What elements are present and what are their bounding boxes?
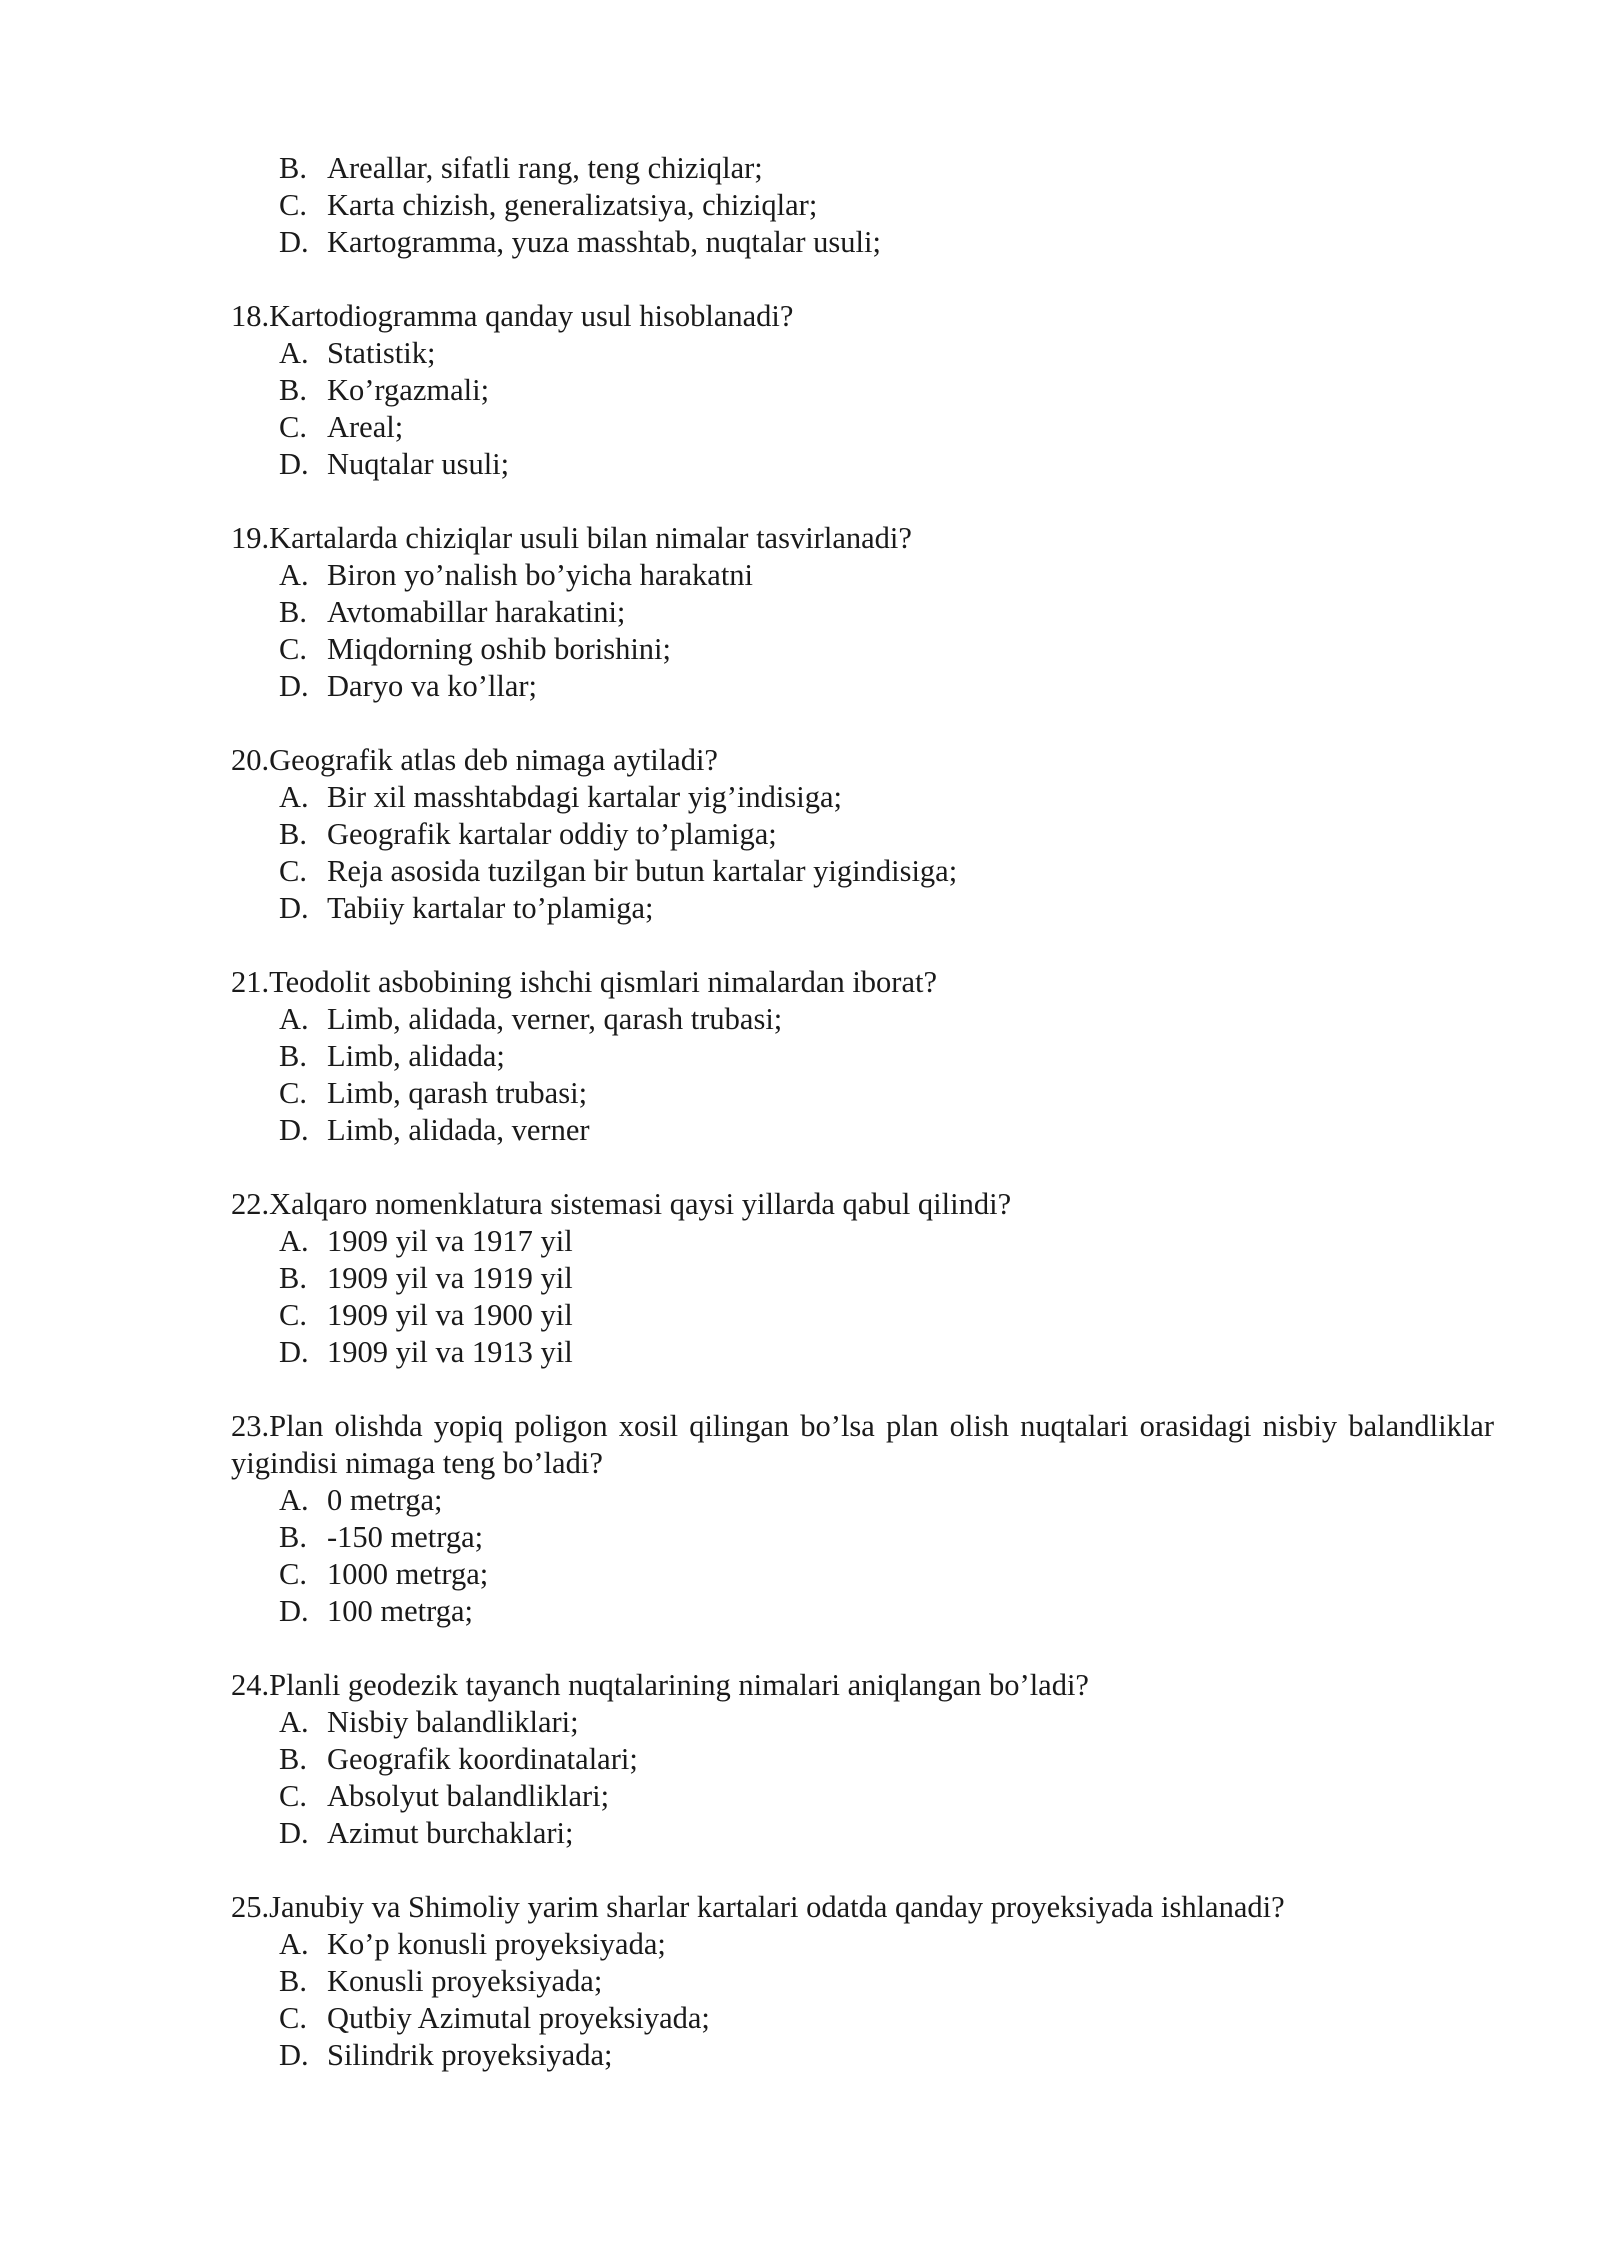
answer-option [231,1556,1494,1593]
option-letter: C. [279,188,307,222]
option-letter: C. [279,854,307,888]
answer-option [231,1297,1494,1334]
option-letter: A. [279,336,309,370]
option-letter: B. [279,1039,307,1073]
option-letter: B. [279,373,307,407]
option-letter: C. [279,1076,307,1110]
option-text: Ko’p konusli proyeksiyada; [327,1927,666,1961]
option-letter: D. [279,2038,309,2072]
option-text: Reja asosida tuzilgan bir butun kartalar yigindisiga; [327,854,958,888]
question-text: 22.Xalqaro nomenklatura sistemasi qaysi yillarda qabul qilindi? [231,1187,1012,1221]
leading-options [231,150,1494,261]
option-letter: C. [279,1298,307,1332]
answer-option [231,890,1494,927]
question-block [231,298,1494,483]
question-text: 21.Teodolit asbobining ishchi qismlari nimalardan iborat? [231,965,937,999]
answer-option [231,1815,1494,1852]
answer-option [231,2037,1494,2074]
option-letter: A. [279,1483,309,1517]
question-text: 20.Geografik atlas deb nimaga aytiladi? [231,743,718,777]
option-letter: C. [279,1557,307,1591]
option-letter: D. [279,1335,309,1369]
answer-option [231,1482,1494,1519]
answer-option [231,187,1494,224]
option-letter: B. [279,1520,307,1554]
answer-option [231,816,1494,853]
option-text: Absolyut balandliklari; [327,1779,610,1813]
option-text: Nuqtalar usuli; [327,447,510,481]
option-text: 0 metrga; [327,1483,443,1517]
option-letter: C. [279,1779,307,1813]
answer-option [231,1112,1494,1149]
option-letter: C. [279,632,307,666]
option-letter: D. [279,447,309,481]
question-text: 23.Plan olishda yopiq poligon xosil qilingan bo’lsa plan olish nuqtalari orasidagi nisbiy balandliklar yigindisi nimaga teng bo’ladi? [231,1409,1494,1480]
answer-option [231,409,1494,446]
question-text: 25.Janubiy va Shimoliy yarim sharlar kartalari odatda qanday proyeksiyada ishlanadi? [231,1890,1285,1924]
option-text: Limb, alidada, verner, qarash trubasi; [327,1002,783,1036]
answer-option [231,1519,1494,1556]
option-text: 1000 metrga; [327,1557,489,1591]
answer-option [231,1260,1494,1297]
option-text: Limb, alidada, verner [327,1113,590,1147]
question-text: 18.Kartodiogramma qanday usul hisoblanadi? [231,299,794,333]
option-text: -150 metrga; [327,1520,484,1554]
question-block [231,964,1494,1149]
answer-option [231,1704,1494,1741]
option-letter: D. [279,1594,309,1628]
option-text: Avtomabillar harakatini; [327,595,626,629]
option-text: Kartogramma, yuza masshtab, nuqtalar usuli; [327,225,881,259]
option-letter: D. [279,1113,309,1147]
option-text: 1909 yil va 1917 yil [327,1224,573,1258]
option-letter: B. [279,595,307,629]
answer-option [231,779,1494,816]
answer-option [231,446,1494,483]
answer-option [231,557,1494,594]
answer-option [231,1223,1494,1260]
option-text: 1909 yil va 1919 yil [327,1261,573,1295]
option-text: Bir xil masshtabdagi kartalar yig’indisiga; [327,780,843,814]
option-text: Azimut burchaklari; [327,1816,574,1850]
document-page [231,150,1494,2074]
option-text: 1909 yil va 1900 yil [327,1298,573,1332]
option-letter: B. [279,151,307,185]
question-text: 24.Planli geodezik tayanch nuqtalarining nimalari aniqlangan bo’ladi? [231,1668,1089,1702]
option-letter: D. [279,225,309,259]
answer-option [231,1075,1494,1112]
option-letter: C. [279,410,307,444]
option-letter: C. [279,2001,307,2035]
option-text: Geografik koordinatalari; [327,1742,638,1776]
question-block [231,1667,1494,1852]
option-letter: A. [279,558,309,592]
question-block [231,742,1494,927]
answer-option [231,631,1494,668]
answer-option [231,1593,1494,1630]
answer-option [231,1741,1494,1778]
option-text: Silindrik proyeksiyada; [327,2038,613,2072]
option-text: Areal; [327,410,404,444]
option-letter: D. [279,1816,309,1850]
option-text: Karta chizish, generalizatsiya, chiziqlar; [327,188,818,222]
question-block [231,1408,1494,1630]
option-text: Nisbiy balandliklari; [327,1705,579,1739]
answer-option [231,594,1494,631]
option-text: Tabiiy kartalar to’plamiga; [327,891,654,925]
option-letter: A. [279,1705,309,1739]
answer-option [231,335,1494,372]
option-letter: B. [279,1964,307,1998]
answer-option [231,1778,1494,1815]
answer-option [231,1334,1494,1371]
option-letter: D. [279,669,309,703]
question-block [231,520,1494,705]
answer-option [231,853,1494,890]
answer-option [231,1038,1494,1075]
option-text: Biron yo’nalish bo’yicha harakatni [327,558,754,592]
option-letter: B. [279,817,307,851]
option-text: Limb, alidada; [327,1039,505,1073]
option-text: Geografik kartalar oddiy to’plamiga; [327,817,777,851]
answer-option [231,224,1494,261]
option-text: Limb, qarash trubasi; [327,1076,588,1110]
answer-option [231,1963,1494,2000]
answer-option [231,150,1494,187]
option-letter: B. [279,1261,307,1295]
option-text: Ko’rgazmali; [327,373,490,407]
option-letter: A. [279,1927,309,1961]
answer-option [231,372,1494,409]
option-text: Statistik; [327,336,436,370]
answer-option [231,1926,1494,1963]
option-text: Daryo va ko’llar; [327,669,538,703]
answer-option [231,668,1494,705]
option-text: Areallar, sifatli rang, teng chiziqlar; [327,151,763,185]
option-text: Miqdorning oshib borishini; [327,632,671,666]
option-text: 1909 yil va 1913 yil [327,1335,573,1369]
option-letter: D. [279,891,309,925]
option-text: Konusli proyeksiyada; [327,1964,603,1998]
option-letter: B. [279,1742,307,1776]
question-text: 19.Kartalarda chiziqlar usuli bilan nimalar tasvirlanadi? [231,521,912,555]
option-text: 100 metrga; [327,1594,473,1628]
question-list [231,298,1494,2074]
answer-option [231,1001,1494,1038]
question-block [231,1186,1494,1371]
option-text: Qutbiy Azimutal proyeksiyada; [327,2001,710,2035]
option-letter: A. [279,1002,309,1036]
question-block [231,1889,1494,2074]
answer-option [231,2000,1494,2037]
option-letter: A. [279,1224,309,1258]
option-letter: A. [279,780,309,814]
